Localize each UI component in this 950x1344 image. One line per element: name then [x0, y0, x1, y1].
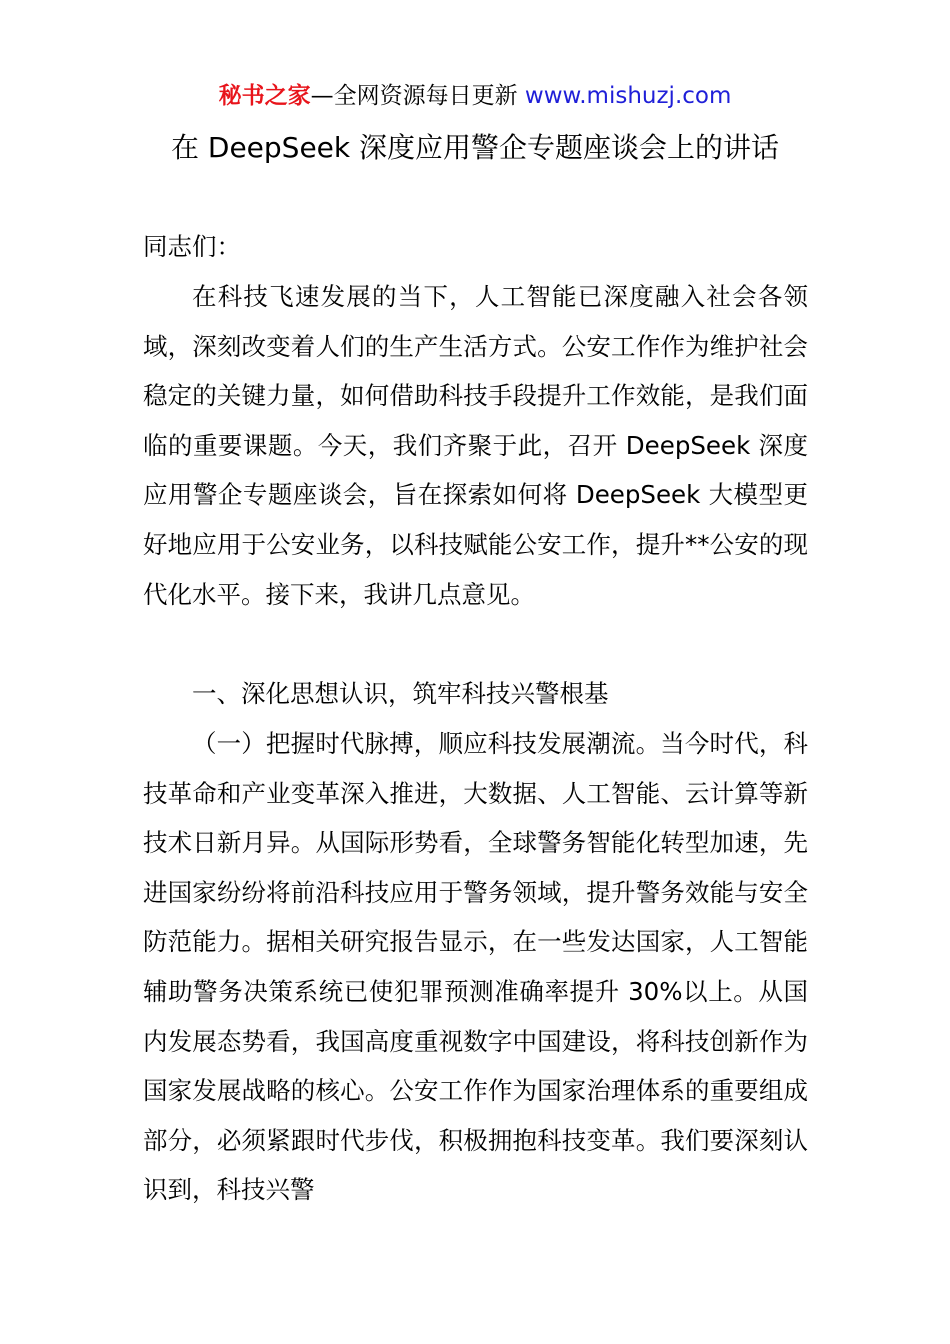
section-heading-1: 一、深化思想认识，筑牢科技兴警根基 [192, 679, 609, 708]
site-banner [0, 80, 950, 112]
paragraph-intro: 在科技飞速发展的当下，人工智能已深度融入社会各领域，深刻改变着人们的生产生活方式。公安工作作为维护社会稳定的关键力量，如何借助科技手段提升工作效能，是我们面临的重要课题。今天，我们齐聚于此，召开 DeepSeek 深度应用警企专题座谈会，旨在探索如何将 DeepSeek 大模型更好地应用于公安业务，以科技赋能公安工作，提升**公安的现代化水平。接下来，我讲几点意见。 [143, 282, 808, 609]
document-title: 在 DeepSeek 深度应用警企专题座谈会上的讲话 [170, 131, 780, 164]
brand-name: 秘书之家 [218, 83, 311, 109]
paragraph-section-1-1: （一）把握时代脉搏，顺应科技发展潮流。当今时代，科技革命和产业变革深入推进，大数据、人工智能、云计算等新技术日新月异。从国际形势看，全球警务智能化转型加速，先进国家纷纷将前沿科技应用于警务领域，提升警务效能与安全防范能力。据相关研究报告显示，在一些发达国家，人工智能辅助警务决策系统已使犯罪预测准确率提升 30%以上。从国内发展态势看，我国高度重视数字中国建设，将科技创新作为国家发展战略的核心。公安工作作为国家治理体系的重要组成部分，必须紧跟时代步伐，积极拥抱科技变革。我们要深刻认识到，科技兴警 [143, 729, 808, 1205]
salutation: 同志们： [143, 232, 241, 261]
banner-tagline: —全网资源每日更新 [310, 83, 525, 109]
site-url-link[interactable]: www.mishuzj.com [524, 83, 732, 109]
